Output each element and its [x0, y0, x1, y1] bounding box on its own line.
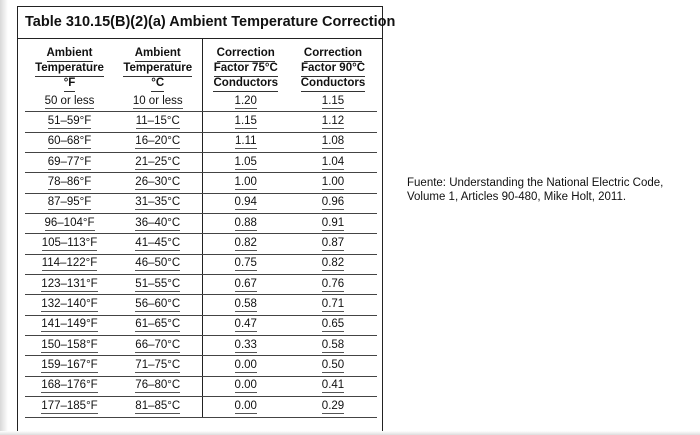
cell-value: 0.33 [234, 338, 257, 351]
cell-value: 0.00 [234, 359, 257, 372]
cell-value: 0.75 [234, 257, 257, 270]
table-cell [114, 295, 202, 315]
cell-value: 46–50°C [135, 257, 181, 270]
cell-value: 51–59°F [47, 115, 92, 128]
table-cell [289, 356, 377, 376]
table-cell [202, 234, 289, 254]
cell-value: 69–77°F [47, 155, 92, 168]
table-row [25, 214, 377, 234]
cell-value: 141–149°F [41, 318, 98, 331]
column-header-line: Correction [217, 47, 275, 62]
cell-value: 0.50 [321, 359, 345, 372]
correction-grid [25, 39, 377, 418]
cell-value: 0.88 [234, 216, 257, 229]
column-header-line: Conductors [301, 77, 366, 92]
cell-value: 1.08 [321, 135, 345, 148]
table-row [25, 336, 377, 356]
cell-value: 0.71 [321, 298, 345, 311]
cell-value: 0.67 [234, 277, 257, 290]
cell-value: 50 or less [44, 94, 95, 107]
table-cell [114, 315, 202, 335]
table-cell [289, 193, 377, 213]
cell-value: 26–30°C [135, 176, 181, 189]
table-cell [289, 397, 377, 417]
table-row [25, 275, 377, 295]
column-header-3 [289, 39, 377, 92]
table-cell [25, 193, 114, 213]
cell-value: 0.47 [234, 318, 257, 331]
table-row [25, 193, 377, 213]
column-header-line: °C [151, 77, 164, 92]
cell-value: 0.58 [321, 338, 345, 351]
table-cell [289, 214, 377, 234]
table-cell [289, 275, 377, 295]
cell-value: 123–131°F [41, 277, 98, 290]
table-cell [25, 336, 114, 356]
table-cell [289, 132, 377, 152]
cell-value: 0.65 [321, 318, 345, 331]
table-cell [289, 112, 377, 132]
source-line-2: Volume 1, Articles 90-480, Mike Holt, 2011. [407, 191, 627, 203]
table-cell [289, 92, 377, 112]
table-row [25, 132, 377, 152]
table-cell [114, 214, 202, 234]
table-cell [289, 153, 377, 173]
cell-value: 0.82 [234, 237, 257, 250]
cell-value: 78–86°F [47, 176, 92, 189]
table-cell [114, 234, 202, 254]
cell-value: 71–75°C [135, 359, 181, 372]
cell-value: 0.91 [321, 216, 345, 229]
table-cell [289, 254, 377, 274]
table-body [25, 92, 377, 417]
table-cell [114, 92, 202, 112]
cell-value: 61–65°C [135, 318, 181, 331]
table-row [25, 254, 377, 274]
table-row [25, 376, 377, 396]
table-cell [202, 315, 289, 335]
column-header-line: Temperature [123, 62, 192, 77]
cell-value: 56–60°C [135, 298, 181, 311]
cell-value: 0.00 [234, 379, 257, 392]
cell-value: 0.94 [234, 196, 257, 209]
table-cell [289, 336, 377, 356]
cell-value: 41–45°C [135, 237, 181, 250]
cell-value: 1.15 [321, 94, 345, 107]
column-header-line: Ambient [47, 47, 93, 62]
table-row [25, 234, 377, 254]
table-cell [114, 376, 202, 396]
table-cell [202, 193, 289, 213]
column-header-line: °F [64, 77, 76, 92]
table-cell [114, 356, 202, 376]
cell-value: 0.96 [321, 196, 345, 209]
table-cell [25, 275, 114, 295]
table-cell [289, 295, 377, 315]
cell-value: 16–20°C [135, 135, 181, 148]
cell-value: 1.12 [321, 115, 345, 128]
cell-value: 1.15 [234, 115, 257, 128]
table-cell [114, 193, 202, 213]
cell-value: 1.11 [234, 135, 257, 148]
table-cell [202, 173, 289, 193]
cell-value: 0.29 [321, 399, 345, 412]
cell-value: 0.00 [234, 399, 257, 412]
cell-value: 36–40°C [135, 216, 181, 229]
cell-value: 159–167°F [41, 359, 98, 372]
column-header-0 [25, 39, 114, 92]
cell-value: 60–68°F [47, 135, 92, 148]
table-cell [202, 397, 289, 417]
cell-value: 0.87 [321, 237, 345, 250]
bottom-edge-shadow [0, 431, 700, 435]
cell-value: 168–176°F [41, 379, 98, 392]
table-row [25, 92, 377, 112]
cell-value: 96–104°F [44, 216, 95, 229]
cell-value: 81–85°C [135, 399, 181, 412]
cell-value: 0.58 [234, 298, 257, 311]
cell-value: 1.20 [234, 94, 257, 107]
table-cell [202, 336, 289, 356]
table-cell [289, 376, 377, 396]
column-header-line: Conductors [213, 77, 278, 92]
cell-value: 132–140°F [41, 298, 98, 311]
column-header-2 [202, 39, 289, 92]
table-row [25, 112, 377, 132]
source-citation [407, 176, 692, 204]
table-cell [114, 397, 202, 417]
table-cell [25, 214, 114, 234]
table-cell [202, 254, 289, 274]
table-header [25, 39, 377, 92]
column-header-line: Ambient [135, 47, 181, 62]
cell-value: 0.82 [321, 257, 345, 270]
cell-value: 177–185°F [41, 399, 98, 412]
page-edge-shadow [0, 0, 8, 435]
table-cell [114, 153, 202, 173]
cell-value: 0.76 [321, 277, 345, 290]
cell-value: 150–158°F [41, 338, 98, 351]
table-cell [114, 275, 202, 295]
source-line-1: Fuente: Understanding the National Electric Code, [407, 177, 664, 189]
table-cell [25, 295, 114, 315]
cell-value: 11–15°C [135, 115, 180, 128]
cell-value: 31–35°C [135, 196, 181, 209]
table-cell [25, 254, 114, 274]
table-cell [25, 112, 114, 132]
cell-value: 0.41 [321, 379, 345, 392]
cell-value: 1.00 [234, 176, 257, 189]
table-cell [25, 92, 114, 112]
table-cell [114, 173, 202, 193]
cell-value: 87–95°F [47, 196, 92, 209]
table-cell [25, 173, 114, 193]
cell-value: 1.04 [321, 155, 345, 168]
correction-table [17, 6, 396, 432]
cell-value: 114–122°F [41, 257, 98, 270]
column-header-1 [114, 39, 202, 92]
cell-value: 66–70°C [135, 338, 181, 351]
cell-value: 21–25°C [135, 155, 181, 168]
table-cell [114, 132, 202, 152]
table-cell [202, 112, 289, 132]
table-cell [289, 315, 377, 335]
table-cell [202, 376, 289, 396]
table-row [25, 295, 377, 315]
column-header-line: Factor 90°C [301, 62, 365, 77]
column-header-line: Correction [304, 47, 362, 62]
table-cell [202, 132, 289, 152]
cell-value: 105–113°F [41, 237, 98, 250]
table-cell [114, 336, 202, 356]
table-cell [202, 295, 289, 315]
cell-value: 10 or less [132, 94, 183, 107]
header-row [25, 39, 377, 92]
table-cell [202, 92, 289, 112]
table-row [25, 356, 377, 376]
column-header-line: Factor 75°C [214, 62, 278, 77]
table-cell [25, 234, 114, 254]
table-cell [25, 315, 114, 335]
table-cell [25, 132, 114, 152]
table-row [25, 153, 377, 173]
table-cell [114, 112, 202, 132]
cell-value: 1.05 [234, 155, 257, 168]
table-cell [25, 356, 114, 376]
cell-value: 76–80°C [135, 379, 181, 392]
table-cell [202, 214, 289, 234]
table-cell [202, 356, 289, 376]
column-header-line: Temperature [35, 62, 104, 77]
table-cell [202, 275, 289, 295]
table-cell [289, 173, 377, 193]
table-cell [25, 397, 114, 417]
table-cell [289, 234, 377, 254]
table-title: Table 310.15(B)(2)(a) Ambient Temperature Correction [18, 7, 382, 39]
table-row [25, 173, 377, 193]
table-cell [202, 153, 289, 173]
table-row [25, 397, 377, 417]
cell-value: 1.00 [321, 176, 345, 189]
table-row [25, 315, 377, 335]
table-cell [25, 376, 114, 396]
table-cell [114, 254, 202, 274]
table-cell [25, 153, 114, 173]
cell-value: 51–55°C [135, 277, 181, 290]
